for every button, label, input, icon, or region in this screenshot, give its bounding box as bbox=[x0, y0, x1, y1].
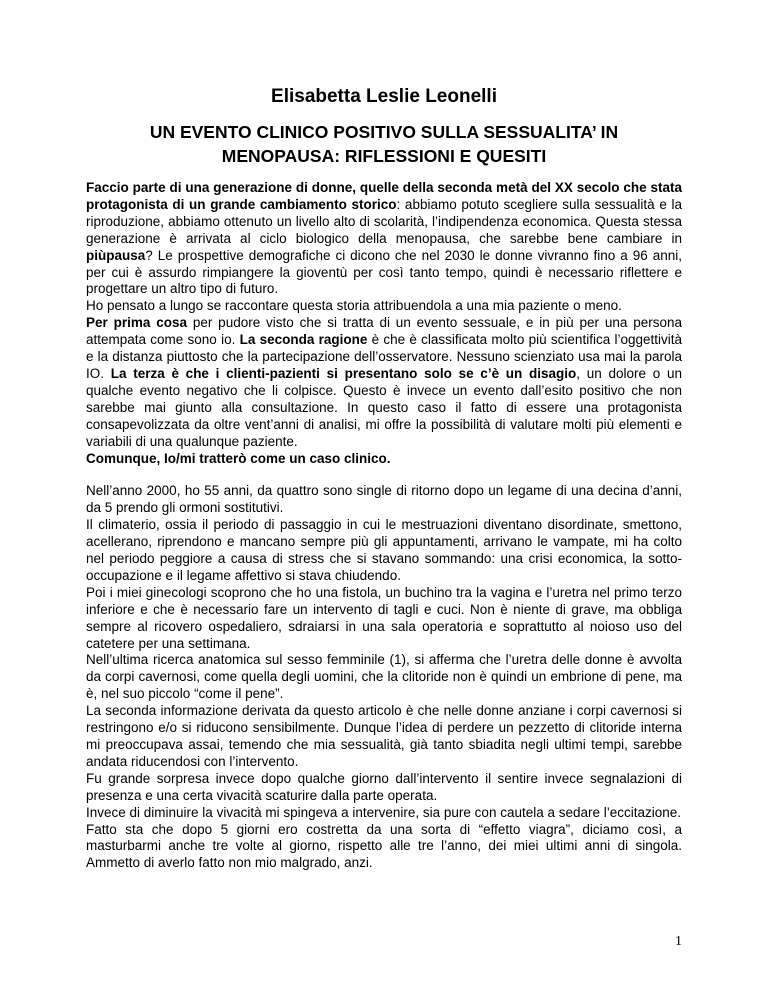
title-line-2: MENOPAUSA: RIFLESSIONI E QUESITI bbox=[221, 146, 547, 166]
bold-phrase: Faccio parte di una generazione di donne, quelle della seconda metà del XX secolo che stata protagonista di un grande cambiamento storico bbox=[86, 180, 682, 212]
paragraph: Fu grande sorpresa invece dopo qualche giorno dall’intervento il sentire invece segnalazioni di presenza e una certa vivacità scaturire dalla parte operata. bbox=[86, 770, 682, 803]
text-run: , un dolore o un qualche evento negativo che li colpisce. Questo è invece un evento dall’esito positivo che non sarebbe mai giunto alla consultazione. In questo caso il fatto di essere una protagonista consapevolizzata da oltre vent’anni di analisi, mi offre la possibilità di valutare molti più elementi e variabili di una qualunque paziente. bbox=[86, 365, 682, 449]
paragraph: Nell’ultima ricerca anatomica sul sesso femminile (1), si afferma che l’uretra delle donne è avvolta da corpi cavernosi, come quella degli uomini, che la clitoride non è quindi un embrione di pene, ma è, nel suo piccolo “come il pene”. bbox=[86, 652, 682, 702]
paragraph-reasons bbox=[86, 315, 682, 450]
paragraph: Fatto sta che dopo 5 giorni ero costretta da una sorta di “effetto viagra”, diciamo così, a masturbarmi anche tre volte al giorno, rispetto alle tre l’anno, dei miei ultimi anni di singola. Ammetto di averlo fatto non mio malgrado, anzi. bbox=[86, 821, 682, 871]
bold-phrase: Comunque, Io/mi tratterò come un caso clinico. bbox=[86, 450, 391, 466]
paragraph: Ho pensato a lungo se raccontare questa storia attribuendola a una mia paziente o meno. bbox=[86, 298, 622, 314]
paragraph-bold bbox=[86, 451, 682, 468]
text-run: : abbiamo potuto scegliere sulla sessualità e la riproduzione, abbiamo ottenuto un livello alto di scolarità, l’indipendenza economica. Questa stessa generazione è arrivata al ciclo biologico della menopausa, che sarebbe bene cambiare in bbox=[86, 196, 682, 246]
paragraph-intro bbox=[86, 180, 682, 298]
text-run: ? Le prospettive demografiche ci dicono che nel 2030 le donne vivranno fino a 96 anni, per cui è assurdo rimpiangere la gioventù per così tanto tempo, quindi è necessario riflettere e progettare un altro tipo di futuro. bbox=[86, 247, 682, 297]
paragraph-gap bbox=[86, 467, 682, 483]
title-line-1: UN EVENTO CLINICO POSITIVO SULLA SESSUALITA’ IN bbox=[149, 122, 619, 142]
paragraph: Il climaterio, ossia il periodo di passaggio in cui le mestruazioni diventano disordinate, smettono, acellerano, riprendono e mancano sempre più gli appuntamenti, arrivano le vampate, mi ha colto nel periodo peggiore a causa di stress che si stavano sommando: una crisi economica, la sotto-occupazione e il legame affettivo si stava chiudendo. bbox=[86, 517, 682, 583]
paragraph: Nell’anno 2000, ho 55 anni, da quattro sono single di ritorno dopo un legame di una decina d’anni, da 5 prendo gli ormoni sostitutivi. bbox=[86, 483, 682, 516]
text-run: è che è classificata molto più scientifica l’oggettività e la distanza piuttosto che la partecipazione dell’osservatore. Nessuno scienziato usa mai la parola IO. bbox=[86, 332, 682, 381]
bold-phrase: Per prima cosa bbox=[86, 315, 187, 331]
bold-phrase: La seconda ragione bbox=[239, 332, 368, 348]
author-name: Elisabetta Leslie Leonelli bbox=[271, 86, 497, 107]
document-body bbox=[86, 180, 682, 872]
text-run: per pudore visto che si tratta di un evento sessuale, e in più per una persona attempata come sono io. bbox=[86, 315, 682, 348]
bold-phrase: La terza è che i clienti-pazienti si presentano solo se c’è un disagio bbox=[110, 365, 577, 381]
page-number: 1 bbox=[675, 934, 682, 949]
paragraph: Poi i miei ginecologi scoprono che ho una fistola, un buchino tra la vagina e l’uretra nel primo terzo inferiore e che è necessario fare un intervento di tagli e cuci. Non è niente di grave, ma obbliga sempre al ricovero ospedaliero, sdraiarsi in una sala operatoria e soprattutto al noioso uso del catetere per una settimana. bbox=[86, 584, 682, 651]
paragraph: La seconda informazione derivata da questo articolo è che nelle donne anziane i corpi cavernosi si restringono e/o si riducono sensibilmente. Dunque l’idea di perdere un pezzetto di clitoride interna mi preoccupava assai, temendo che mia sessualità, già tanto sbiadita negli ultimi tempi, sarebbe andata riducendosi con l’intervento. bbox=[86, 703, 682, 769]
paragraph: Invece di diminuire la vivacità mi spingeva a intervenire, sia pure con cautela a sedare l’eccitazione. bbox=[86, 804, 682, 820]
document-title bbox=[90, 120, 678, 168]
bold-phrase: piùpausa bbox=[86, 247, 146, 263]
